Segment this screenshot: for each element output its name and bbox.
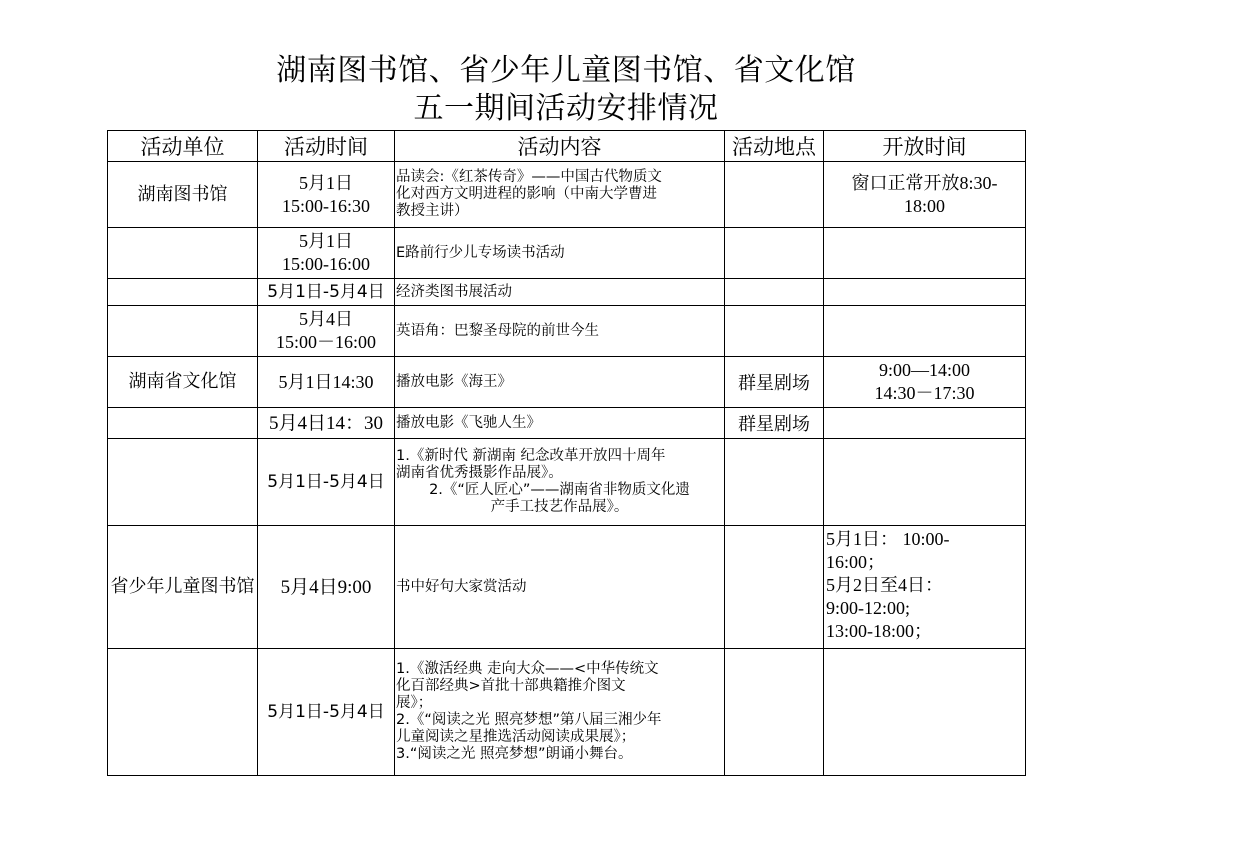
content-line: 2.《“阅读之光 照亮梦想”第八届三湘少年 bbox=[396, 712, 662, 728]
cell-time: 5月4日 15:00－16:00 bbox=[258, 306, 395, 357]
content-line: 儿童阅读之星推选活动阅读成果展》； bbox=[396, 729, 636, 745]
content-line: 英语角：巴黎圣母院的前世今生 bbox=[396, 322, 599, 339]
cell-unit bbox=[108, 279, 258, 306]
title-line-2: 五一期间活动安排情况 bbox=[413, 91, 719, 126]
content-line: 湖南省优秀摄影作品展》。 bbox=[396, 465, 563, 481]
open-line: 13:00-18:00； bbox=[826, 621, 932, 641]
open-line: 5月2日至4日： bbox=[826, 575, 943, 595]
cell-place bbox=[725, 228, 824, 279]
cell-time: 5月1日-5月4日 bbox=[258, 279, 395, 306]
cell-open bbox=[824, 162, 1026, 228]
content-line: 播放电影《海王》 bbox=[396, 373, 512, 390]
cell-content bbox=[395, 649, 725, 776]
header-place: 活动地点 bbox=[725, 131, 824, 162]
document-title bbox=[108, 52, 1024, 128]
cell-time: 5月4日14：30 bbox=[258, 408, 395, 439]
cell-content bbox=[395, 439, 725, 526]
cell-place bbox=[725, 306, 824, 357]
cell-place: 群星剧场 bbox=[725, 357, 824, 408]
cell-open bbox=[824, 279, 1026, 306]
content-line: 产手工技艺作品展》。 bbox=[490, 499, 629, 515]
content-line: 品读会:《红茶传奇》——中国古代物质文 bbox=[396, 169, 662, 185]
table-row bbox=[108, 649, 1026, 776]
content-line: 展》； bbox=[396, 695, 433, 711]
content-line: 1.《新时代 新湖南 纪念改革开放四十周年 bbox=[396, 448, 666, 464]
cell-time: 5月1日 15:00-16:00 bbox=[258, 228, 395, 279]
cell-time: 5月1日-5月4日 bbox=[258, 649, 395, 776]
cell-open bbox=[824, 408, 1026, 439]
open-line: 18:00 bbox=[903, 196, 945, 216]
cell-place bbox=[725, 439, 824, 526]
cell-place bbox=[725, 526, 824, 649]
cell-place bbox=[725, 279, 824, 306]
open-line: 9:00—14:00 bbox=[878, 360, 970, 380]
cell-unit bbox=[108, 228, 258, 279]
content-line: 2.《“匠人匠心”——湖南省非物质文化遗 bbox=[429, 482, 690, 498]
table-row bbox=[108, 279, 1026, 306]
cell-unit bbox=[108, 408, 258, 439]
cell-unit: 湖南图书馆 bbox=[108, 162, 258, 228]
title-line-1: 湖南图书馆、省少年儿童图书馆、省文化馆 bbox=[276, 53, 856, 88]
content-line: 书中好句大家赏活动 bbox=[396, 578, 527, 595]
table-row bbox=[108, 162, 1026, 228]
cell-open bbox=[824, 439, 1026, 526]
cell-place bbox=[725, 162, 824, 228]
cell-unit bbox=[108, 306, 258, 357]
cell-content bbox=[395, 306, 725, 357]
content-line: 播放电影《飞驰人生》 bbox=[396, 414, 541, 431]
header-time: 活动时间 bbox=[258, 131, 395, 162]
open-line: 16:00； bbox=[826, 552, 886, 572]
content-line: 经济类图书展活动 bbox=[396, 283, 512, 300]
cell-place: 群星剧场 bbox=[725, 408, 824, 439]
content-line: 3.“阅读之光 照亮梦想”朗诵小舞台。 bbox=[396, 746, 633, 762]
header-row bbox=[108, 131, 1026, 162]
header-open: 开放时间 bbox=[824, 131, 1026, 162]
cell-time: 5月1日14:30 bbox=[258, 357, 395, 408]
cell-unit bbox=[108, 439, 258, 526]
cell-open bbox=[824, 649, 1026, 776]
table-row bbox=[108, 526, 1026, 649]
cell-open bbox=[824, 357, 1026, 408]
cell-content bbox=[395, 162, 725, 228]
cell-unit: 湖南省文化馆 bbox=[108, 357, 258, 408]
content-line: 教授主讲） bbox=[396, 203, 469, 219]
cell-content bbox=[395, 408, 725, 439]
cell-open bbox=[824, 526, 1026, 649]
content-line: 1.《激活经典 走向大众——<中华传统文 bbox=[396, 661, 659, 677]
open-line: 9:00-12:00; bbox=[826, 598, 910, 618]
cell-open bbox=[824, 306, 1026, 357]
content-line: 化对西方文明进程的影响（中南大学曹进 bbox=[396, 186, 657, 202]
cell-open bbox=[824, 228, 1026, 279]
cell-content bbox=[395, 228, 725, 279]
cell-time: 5月1日 15:00-16:30 bbox=[258, 162, 395, 228]
cell-content bbox=[395, 357, 725, 408]
open-line: 窗口正常开放8:30- bbox=[851, 173, 998, 193]
table-row bbox=[108, 306, 1026, 357]
cell-content bbox=[395, 526, 725, 649]
open-line: 5月1日： 10:00- bbox=[826, 529, 950, 549]
header-content: 活动内容 bbox=[395, 131, 725, 162]
table-row bbox=[108, 228, 1026, 279]
table-row bbox=[108, 439, 1026, 526]
cell-time: 5月4日9:00 bbox=[258, 526, 395, 649]
cell-unit bbox=[108, 649, 258, 776]
content-line: E路前行少儿专场读书活动 bbox=[396, 244, 565, 261]
cell-time: 5月1日-5月4日 bbox=[258, 439, 395, 526]
cell-unit: 省少年儿童图书馆 bbox=[108, 526, 258, 649]
cell-content bbox=[395, 279, 725, 306]
table-row bbox=[108, 357, 1026, 408]
cell-place bbox=[725, 649, 824, 776]
open-line: 14:30－17:30 bbox=[874, 383, 975, 403]
table-row bbox=[108, 408, 1026, 439]
content-line: 化百部经典>首批十部典籍推介图文 bbox=[396, 678, 626, 694]
header-unit: 活动单位 bbox=[108, 131, 258, 162]
schedule-table bbox=[107, 130, 1026, 776]
